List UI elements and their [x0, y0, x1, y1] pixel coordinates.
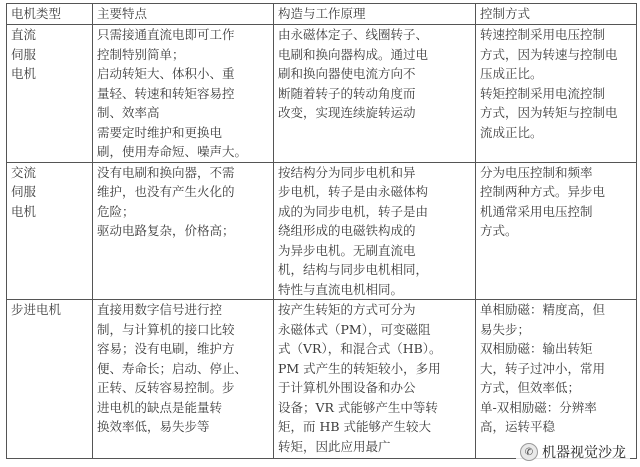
cell-line: 机，结构与同步电机相同，: [278, 262, 429, 277]
cell-line: 于计算机外围设备和办公: [278, 380, 416, 395]
cell-line: 刷和换向器使电流方向不: [278, 66, 416, 81]
header-row: [7, 4, 637, 25]
cell-line: 方式。: [480, 223, 518, 238]
cell-line: 绕组形成的电磁铁构成的: [278, 223, 416, 238]
cell-line: 为异步电机。无刷直流电: [278, 242, 416, 258]
cell-line: 方式，因为转速与控制电: [480, 46, 618, 62]
cell-line: 直流: [11, 27, 37, 42]
features-cell: [93, 300, 274, 459]
cell-line: 启动转矩大、体积小、重: [97, 66, 235, 81]
cell-line: 便、寿命长；启动、停止、: [97, 360, 248, 376]
cell-line: 没有电刷和换向器，不需: [97, 164, 235, 180]
cell-line: 制，与计算机的接口比较: [97, 321, 235, 337]
cell-line: 改变，实现连续旋转运动: [278, 105, 416, 120]
principle-cell: [274, 300, 476, 459]
motor-type-cell: [7, 162, 93, 300]
cell-line: 方式，但效率低；: [480, 380, 581, 395]
cell-line: 危险；: [97, 203, 135, 219]
features-cell: [93, 25, 274, 163]
watermark: [516, 441, 630, 463]
cell-line: 伺服: [11, 184, 37, 199]
cell-line: 电机: [11, 203, 37, 219]
cell-line: 维护，也没有产生火化的: [97, 184, 235, 199]
motor-type-cell: [7, 25, 93, 163]
table-row: [7, 300, 637, 459]
cell-line: 按结构分为同步电机和异: [278, 164, 416, 180]
cell-line: 容易；没有电刷，维护方: [97, 341, 235, 356]
cell-line: 由永磁体定子、线圈转子、: [278, 27, 429, 42]
cell-line: 按产生转矩的方式可分为: [278, 302, 416, 317]
principle-cell: [274, 25, 476, 163]
cell-line: 换效率低，易失步等: [97, 419, 210, 434]
cell-line: 量轻、转速和转矩容易控: [97, 85, 235, 101]
control-cell: [476, 300, 637, 459]
table-row: [7, 162, 637, 300]
cell-line: 驱动电路复杂，价格高；: [97, 223, 235, 238]
cell-line: 转矩，因此应用最广: [278, 438, 391, 454]
header-features: 主要特点: [93, 4, 274, 25]
cell-line: 控制两种方式。异步电: [480, 184, 606, 199]
cell-line: 单-双相励磁：分辨率: [480, 399, 597, 415]
principle-cell: [274, 162, 476, 300]
cell-line: 步电机，转子是由永磁体构: [278, 184, 429, 199]
control-cell: [476, 25, 637, 163]
motor-comparison-table: [6, 3, 637, 459]
cell-line: 正转、反转容易控制。步: [97, 380, 235, 395]
cell-line: 转矩控制采用电流控制: [480, 85, 606, 101]
header-principle: 构造与工作原理: [274, 4, 476, 25]
wechat-icon: ✆: [520, 443, 538, 461]
cell-line: 需要定时维护和更换电: [97, 124, 223, 140]
cell-line: 矩，而 HB 式能够产生较大: [278, 419, 432, 434]
cell-line: 进电机的缺点是能量转: [97, 399, 223, 415]
cell-line: 成的为同步电机，转子是由: [278, 203, 429, 219]
cell-line: 断随着转子的转动角度而: [278, 85, 416, 101]
cell-line: 永磁体式（PM），可变磁阻: [278, 321, 431, 337]
motor-type-cell: [7, 300, 93, 459]
cell-line: 特性与直流电机相同。: [278, 281, 404, 297]
cell-line: 步进电机: [11, 302, 62, 317]
features-cell: [93, 162, 274, 300]
cell-line: PM 式产生的转矩较小，多用: [278, 360, 441, 376]
watermark-text: 机器视觉沙龙: [542, 445, 626, 461]
cell-line: 刷，使用寿命短、噪声大。: [97, 144, 248, 159]
cell-line: 高，运转平稳: [480, 419, 556, 434]
cell-line: 大，转子过冲小，常用: [480, 360, 606, 376]
header-control: 控制方式: [476, 4, 637, 25]
cell-line: 直接用数字信号进行控: [97, 302, 223, 317]
cell-line: 设备；VR 式能够产生中等转: [278, 399, 438, 415]
cell-line: 单相励磁：精度高，但: [480, 302, 606, 317]
table-row: [7, 25, 637, 163]
cell-line: 只需接通直流电即可工作: [97, 27, 235, 42]
cell-line: 电机: [11, 66, 37, 81]
cell-line: 转速控制采用电压控制: [480, 27, 606, 42]
cell-line: 机通常采用电压控制: [480, 203, 593, 219]
cell-line: 易失步；: [480, 321, 531, 337]
cell-line: 电刷和换向器构成。通过电: [278, 46, 429, 62]
cell-line: 伺服: [11, 46, 37, 62]
cell-line: 式（VR），和混合式（HB）。: [278, 341, 442, 356]
control-cell: [476, 162, 637, 300]
cell-line: 分为电压控制和频率: [480, 164, 593, 180]
cell-line: 控制特别简单；: [97, 46, 185, 62]
cell-line: 制、效率高: [97, 105, 160, 120]
cell-line: 流成正比。: [480, 124, 543, 140]
cell-line: 方式，因为转矩与控制电: [480, 105, 618, 120]
cell-line: 交流: [11, 164, 37, 180]
header-motor-type: 电机类型: [7, 4, 93, 25]
cell-line: 双相励磁：输出转矩: [480, 341, 593, 356]
cell-line: 压成正比。: [480, 66, 543, 81]
